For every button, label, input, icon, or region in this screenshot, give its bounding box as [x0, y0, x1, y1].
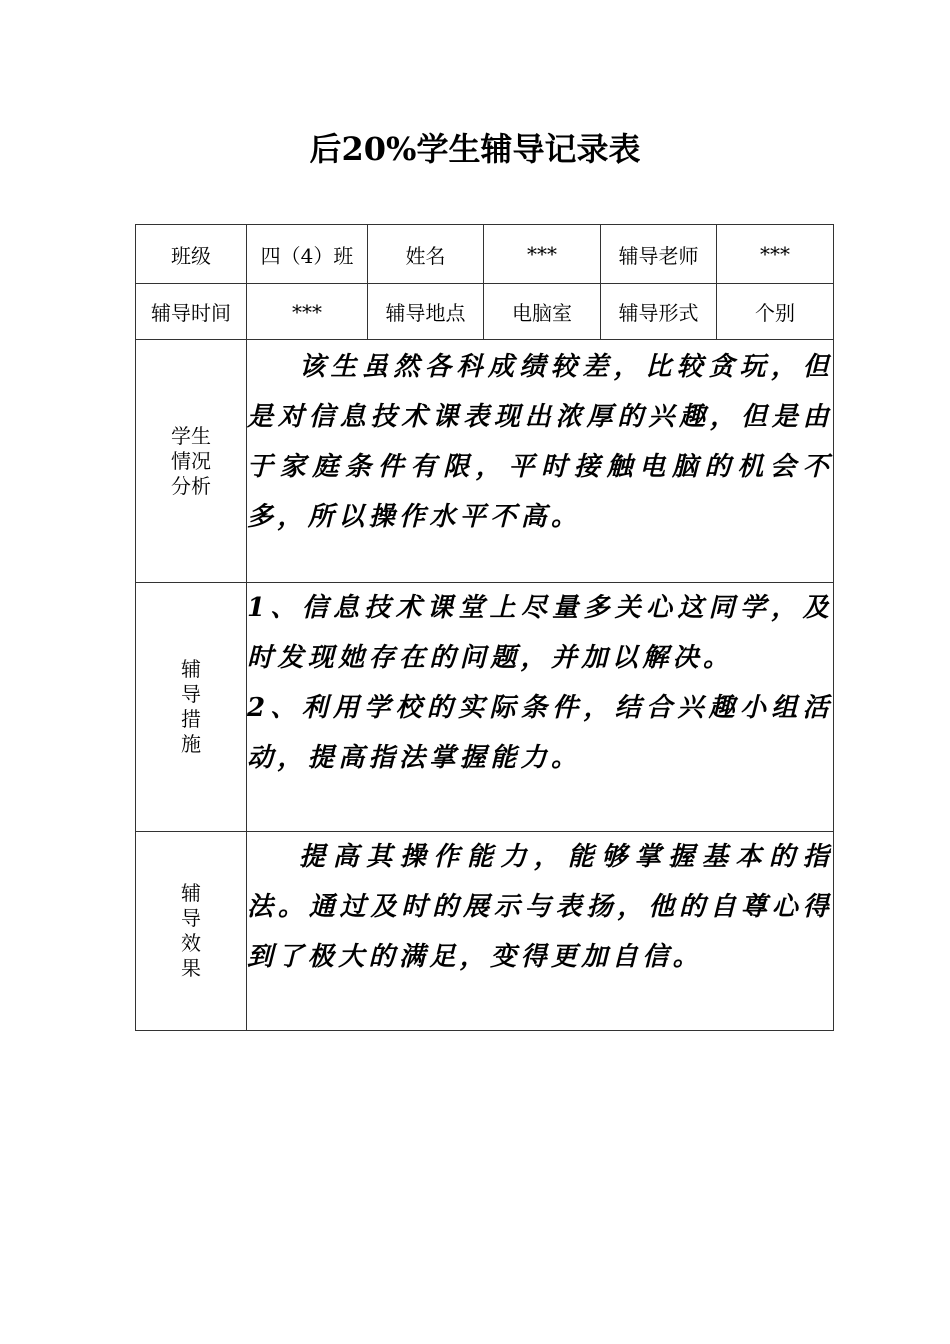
time-value: *** [247, 284, 368, 340]
effect-label-char: 效 [181, 931, 201, 955]
effect-label-char: 辅 [181, 881, 201, 905]
effect-text: 提高其操作能力，能够掌握基本的指法。通过及时的展示与表扬，他的自尊心得到了极大的满足，变得更加自信。 [247, 842, 833, 972]
analysis-content [247, 340, 834, 583]
table-row [136, 583, 834, 832]
teacher-label: 辅导老师 [601, 225, 717, 284]
measures-label-char: 导 [181, 682, 201, 706]
measures-label-char: 施 [181, 732, 201, 756]
name-value: *** [484, 225, 601, 284]
place-label: 辅导地点 [368, 284, 484, 340]
class-label: 班级 [136, 225, 247, 284]
measures-item-1: 1、信息技术课堂上尽量多关心这同学，及时发现她存在的问题，并加以解决。 [247, 593, 833, 673]
form-value: 个别 [717, 284, 834, 340]
class-value: 四（4）班 [247, 225, 368, 284]
analysis-label-line: 情况 [171, 448, 211, 473]
table-row [136, 340, 834, 583]
analysis-label [136, 340, 247, 583]
time-label: 辅导时间 [136, 284, 247, 340]
table-row [136, 225, 834, 284]
analysis-label-line: 学生 [171, 423, 211, 448]
effect-content [247, 832, 834, 1031]
table-row [136, 284, 834, 340]
measures-item-2: 2、利用学校的实际条件，结合兴趣小组活动，提高指法掌握能力。 [247, 693, 833, 773]
measures-label [136, 583, 247, 832]
effect-label-char: 导 [181, 906, 201, 930]
measures-label-char: 辅 [181, 657, 201, 681]
effect-label [136, 832, 247, 1031]
effect-label-char: 果 [181, 956, 201, 980]
teacher-value: *** [717, 225, 834, 284]
record-table [135, 224, 834, 1031]
analysis-text: 该生虽然各科成绩较差，比较贪玩，但是对信息技术课表现出浓厚的兴趣，但是由于家庭条件有限，平时接触电脑的机会不多，所以操作水平不高。 [247, 352, 833, 532]
measures-content [247, 583, 834, 832]
table-row [136, 832, 834, 1031]
name-label: 姓名 [368, 225, 484, 284]
measures-label-char: 措 [181, 707, 201, 731]
page-title: 后20%学生辅导记录表 [309, 130, 641, 168]
analysis-label-line: 分析 [171, 473, 211, 498]
form-label: 辅导形式 [601, 284, 717, 340]
place-value: 电脑室 [484, 284, 601, 340]
